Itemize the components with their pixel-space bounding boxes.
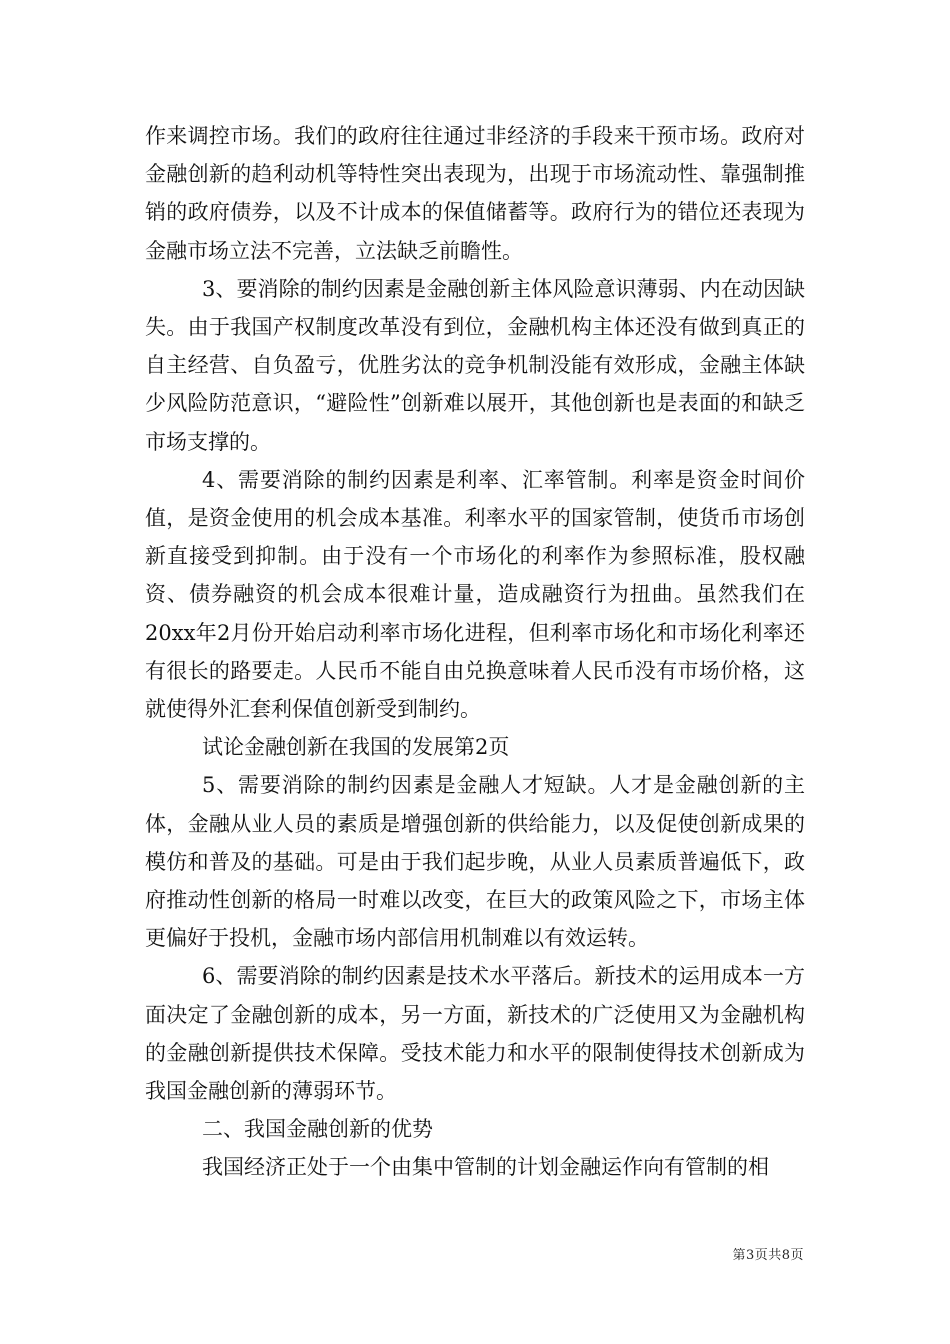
section-heading-advantages: 二、我国金融创新的优势 <box>202 1117 433 1142</box>
paragraph-constraint-5: 5、需要消除的制约因素是金融人才短缺。人才是金融创新的主体，金融从业人员的素质是增强创新的供给能力，以及促使创新成果的模仿和普及的基础。可是由于我们起步晚，从业人员素质普遍低下，政府推动性创新的格局一时难以改变，在巨大的政策风险之下，市场主体更偏好于投机，金融市场内部信用机制难以有效运转。 <box>145 773 805 951</box>
paragraph-constraint-4: 4、需要消除的制约因素是利率、汇率管制。利率是资金时间价值，是资金使用的机会成本基准。利率水平的国家管制，使货币市场创新直接受到抑制。由于没有一个市场化的利率作为参照标准，股权融资、债券融资的机会成本很难计量，造成融资行为扭曲。虽然我们在20xx年2月份开始启动利率市场化进程，但利率市场化和市场化利率还有很长的路要走。人民币不能自由兑换意味着人民币没有市场价格，这就使得外汇套利保值创新受到制约。 <box>145 467 805 722</box>
paragraph-constraint-6: 6、需要消除的制约因素是技术水平落后。新技术的运用成本一方面决定了金融创新的成本，另一方面，新技术的广泛使用又为金融机构的金融创新提供技术保障。受技术能力和水平的限制使得技术创新成为我国金融创新的薄弱环节。 <box>145 964 805 1104</box>
page-number-footer: 第3页共8页 <box>732 1248 804 1263</box>
paragraph-continuation: 作来调控市场。我们的政府往往通过非经济的手段来干预市场。政府对金融创新的趋利动机等特性突出表现为，出现于市场流动性、靠强制推销的政府债券，以及不计成本的保值储蓄等。政府行为的错位还表现为金融市场立法不完善，立法缺乏前瞻性。 <box>145 124 805 263</box>
paragraph-constraint-3: 3、要消除的制约因素是金融创新主体风险意识薄弱、内在动因缺失。由于我国产权制度改革没有到位，金融机构主体还没有做到真正的自主经营、自负盈亏，优胜劣汰的竞争机制没能有效形成，金融主体缺少风险防范意识，“避险性”创新难以展开，其他创新也是表面的和缺乏市场支撑的。 <box>145 276 805 454</box>
page-marker-heading: 试论金融创新在我国的发展第2页 <box>202 735 510 760</box>
paragraph-advantages-intro: 我国经济正处于一个由集中管制的计划金融运作向有管制的相 <box>202 1155 769 1180</box>
document-body <box>145 117 805 1187</box>
